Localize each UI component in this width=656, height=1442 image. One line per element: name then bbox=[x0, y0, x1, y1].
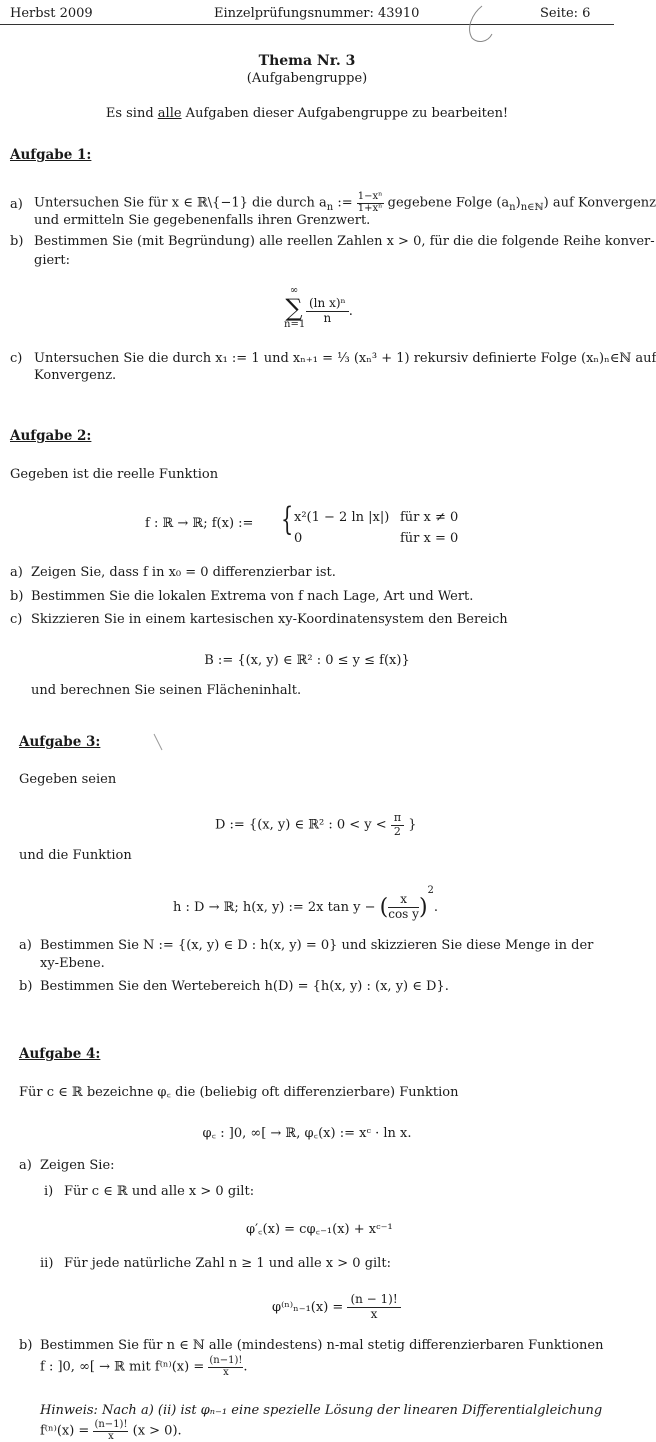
a3-set-d: D := {(x, y) ∈ ℝ² : 0 < y < $\frac{\pi}{2}$ } bbox=[215, 811, 417, 838]
a2-b-text: Bestimmen Sie die lokalen Extrema von f nach Lage, Art und Wert. bbox=[31, 589, 474, 604]
intro-pre: Es sind bbox=[105, 106, 158, 121]
a2-case-brace: { bbox=[281, 500, 294, 538]
intro-emph: alle bbox=[157, 106, 182, 121]
a1-sum-term: $\frac{\text{(ln x)ⁿ}}{n}$ . bbox=[306, 297, 353, 326]
a2-case1-expr: x²(1 − 2 ln |x|) bbox=[294, 510, 390, 525]
a2-case2-expr: 0 bbox=[294, 531, 303, 546]
header-term: Herbst 2009 bbox=[10, 6, 93, 21]
a1-c-line1: Untersuchen Sie die durch x₁ := 1 und xₙ₊₁ = ⅓ (xₙ³ + 1) rekursiv definierte Folge (xₙ)ₙ∈ℕ auf bbox=[34, 351, 656, 366]
a4-a-label: a) bbox=[19, 1158, 32, 1173]
a3-a-line1: Bestimmen Sie N := {(x, y) ∈ D : h(x, y) = 0} und skizzieren Sie diese Menge in der bbox=[40, 938, 594, 953]
heading-aufgabe-3: Aufgabe 3: bbox=[19, 734, 101, 750]
a4-b-line1: Bestimmen Sie für n ∈ ℕ alle (mindestens) n-mal stetig differenzierbaren Funktionen bbox=[40, 1338, 604, 1353]
a1-b-line1: Bestimmen Sie (mit Begründung) alle reellen Zahlen x > 0, für die die folgende Reihe konver- bbox=[34, 234, 655, 249]
a2-b-label: b) bbox=[10, 589, 24, 604]
a4-ii-label: ii) bbox=[40, 1256, 54, 1271]
header-page: Seite: 6 bbox=[540, 6, 591, 21]
a4-intro: Für c ∈ ℝ bezeichne φ꜀ die (beliebig oft differenzierbare) Funktion bbox=[19, 1085, 459, 1100]
a3-h-def: h : D → ℝ; h(x, y) := 2x tan y − ( $\frac{x}{\text{cos y}}$ )$^2$. bbox=[173, 885, 439, 921]
a4-i-label: i) bbox=[44, 1184, 54, 1199]
a1-b-label: b) bbox=[10, 234, 24, 249]
a4-ii-formula: φ⁽ⁿ⁾ₙ₋₁(x) = $\frac{(n - 1)!}{x}$ bbox=[272, 1293, 401, 1322]
page-subtitle: (Aufgabengruppe) bbox=[246, 71, 368, 86]
a4-phi-def: φ꜀ : ]0, ∞[ → ℝ, φ꜀(x) := xᶜ · ln x. bbox=[202, 1126, 412, 1141]
a2-c-label: c) bbox=[10, 612, 23, 627]
a2-case1-cond: für x ≠ 0 bbox=[400, 510, 459, 525]
pen-tick-mark bbox=[152, 732, 166, 754]
a3-b-label: b) bbox=[19, 979, 33, 994]
heading-aufgabe-4: Aufgabe 4: bbox=[19, 1046, 101, 1062]
heading-aufgabe-2: Aufgabe 2: bbox=[10, 428, 92, 444]
a3-intro: Gegeben seien bbox=[19, 772, 117, 787]
intro-post: Aufgaben dieser Aufgabengruppe zu bearbeiten! bbox=[181, 106, 509, 121]
a2-c-text: Skizzieren Sie in einem kartesischen xy-Koordinatensystem den Bereich bbox=[31, 612, 508, 627]
a3-a-label: a) bbox=[19, 938, 32, 953]
a4-hint-line2: f⁽ⁿ⁾(x) = $\frac{(n-1)!}{x}$ (x > 0). bbox=[40, 1419, 182, 1442]
a2-case2-cond: für x = 0 bbox=[400, 531, 459, 546]
a1-sum-sign: ∞ ∑ n=1 bbox=[284, 285, 306, 330]
a1-a-line2: und ermitteln Sie gegebenenfalls ihren Grenzwert. bbox=[34, 213, 371, 228]
a4-b-line2: f : ]0, ∞[ → ℝ mit f⁽ⁿ⁾(x) = $\frac{(n-1)!}{x}$ . bbox=[40, 1355, 248, 1378]
a2-after: und berechnen Sie seinen Flächeninhalt. bbox=[31, 683, 302, 698]
a1-c-label: c) bbox=[10, 351, 23, 366]
a1-a-line1: Untersuchen Sie für x ∈ ℝ\{−1} die durch $a_n$ := $\frac{\text{1−xⁿ}}{\text{1+xⁿ}}$ gegebene Folge $(a_n)_{n\in ℕ}$) auf Konvergenz bbox=[34, 191, 656, 214]
a4-i-formula: φ′꜀(x) = cφ꜀₋₁(x) + xᶜ⁻¹ bbox=[246, 1222, 393, 1237]
a1-b-line2: giert: bbox=[34, 253, 70, 268]
pen-scribble-mark bbox=[458, 4, 498, 44]
a1-c-line2: Konvergenz. bbox=[34, 368, 117, 383]
a2-intro: Gegeben ist die reelle Funktion bbox=[10, 467, 219, 482]
a1-a-fraction: $\frac{\text{1−xⁿ}}{\text{1+xⁿ}}$ bbox=[357, 191, 383, 214]
a4-hint-line1: Hinweis: Nach a) (ii) ist φₙ₋₁ eine spezielle Lösung der linearen Differentialgleichung bbox=[40, 1403, 603, 1418]
heading-aufgabe-1: Aufgabe 1: bbox=[10, 147, 92, 163]
a2-a-label: a) bbox=[10, 565, 23, 580]
header-exam-number: Einzelprüfungsnummer: 43910 bbox=[214, 6, 420, 21]
a2-a-text: Zeigen Sie, dass f in x₀ = 0 differenzierbar ist. bbox=[31, 565, 336, 580]
a4-a-text: Zeigen Sie: bbox=[40, 1158, 115, 1173]
a4-ii-text: Für jede natürliche Zahl n ≥ 1 und alle x > 0 gilt: bbox=[64, 1256, 391, 1271]
a4-i-text: Für c ∈ ℝ und alle x > 0 gilt: bbox=[64, 1184, 255, 1199]
page-title: Thema Nr. 3 bbox=[258, 53, 356, 69]
a1-a-label: a) bbox=[10, 197, 23, 212]
a3-and-func: und die Funktion bbox=[19, 848, 132, 863]
a2-func-lhs: f : ℝ → ℝ; f(x) := bbox=[145, 516, 254, 531]
header-rule bbox=[0, 24, 614, 25]
a3-a-line2: xy-Ebene. bbox=[40, 956, 105, 971]
a4-b-label: b) bbox=[19, 1338, 33, 1353]
intro-line bbox=[0, 106, 614, 122]
a2-set-b: B := {(x, y) ∈ ℝ² : 0 ≤ y ≤ f(x)} bbox=[204, 653, 410, 668]
a3-b-text: Bestimmen Sie den Wertebereich h(D) = {h(x, y) : (x, y) ∈ D}. bbox=[40, 979, 449, 994]
